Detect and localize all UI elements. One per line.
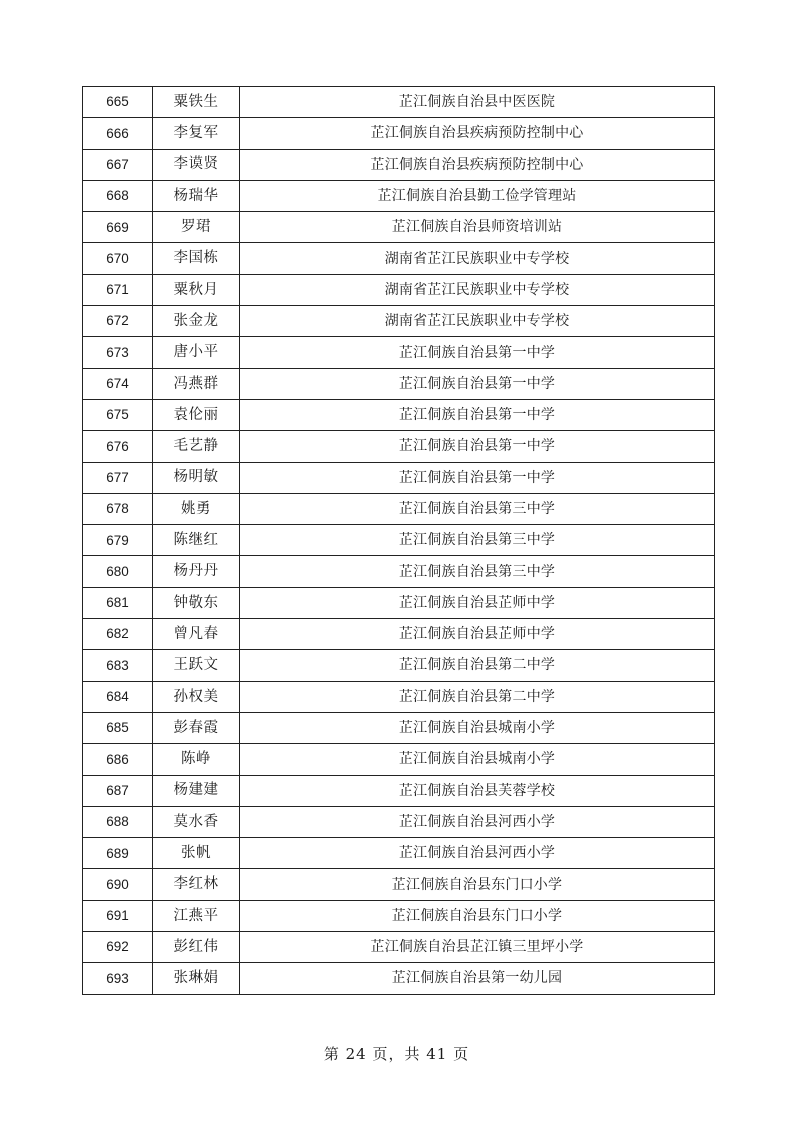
person-name-cell: 罗珺 [153, 212, 240, 243]
work-unit-cell: 芷江侗族自治县中医医院 [240, 87, 715, 118]
person-name-cell: 李复军 [153, 118, 240, 149]
person-name-cell: 杨建建 [153, 775, 240, 806]
table-row [83, 212, 715, 243]
row-number-cell: 689 [83, 838, 153, 869]
work-unit-cell: 芷江侗族自治县芷江镇三里坪小学 [240, 932, 715, 963]
work-unit-cell: 芷江侗族自治县第二中学 [240, 681, 715, 712]
work-unit-cell: 芷江侗族自治县第一中学 [240, 337, 715, 368]
table-row [83, 243, 715, 274]
row-number-cell: 690 [83, 869, 153, 900]
row-number-cell: 688 [83, 806, 153, 837]
row-number-cell: 675 [83, 399, 153, 430]
row-number-cell: 679 [83, 525, 153, 556]
person-name-cell: 莫水香 [153, 806, 240, 837]
table-row [83, 431, 715, 462]
person-name-cell: 唐小平 [153, 337, 240, 368]
page-footer: 第 24 页，共 41 页 [323, 1045, 470, 1063]
row-number-cell: 680 [83, 556, 153, 587]
person-name-cell: 李红林 [153, 869, 240, 900]
work-unit-cell: 芷江侗族自治县第一幼儿园 [240, 963, 715, 994]
table-row [83, 744, 715, 775]
table-row [83, 368, 715, 399]
work-unit-cell: 芷江侗族自治县芷师中学 [240, 619, 715, 650]
table-row [83, 587, 715, 618]
work-unit-cell: 芷江侗族自治县勤工俭学管理站 [240, 180, 715, 211]
work-unit-cell: 芷江侗族自治县疾病预防控制中心 [240, 149, 715, 180]
work-unit-cell: 湖南省芷江民族职业中专学校 [240, 274, 715, 305]
row-number-cell: 672 [83, 306, 153, 337]
person-name-cell: 冯燕群 [153, 368, 240, 399]
roster-body [83, 87, 715, 995]
row-number-cell: 678 [83, 493, 153, 524]
person-name-cell: 彭红伟 [153, 932, 240, 963]
work-unit-cell: 芷江侗族自治县河西小学 [240, 838, 715, 869]
person-name-cell: 张琳娟 [153, 963, 240, 994]
work-unit-cell: 芷江侗族自治县芷师中学 [240, 587, 715, 618]
table-row [83, 493, 715, 524]
work-unit-cell: 芷江侗族自治县城南小学 [240, 712, 715, 743]
row-number-cell: 667 [83, 149, 153, 180]
person-name-cell: 杨丹丹 [153, 556, 240, 587]
person-name-cell: 江燕平 [153, 900, 240, 931]
work-unit-cell: 芷江侗族自治县第三中学 [240, 556, 715, 587]
table-row [83, 838, 715, 869]
row-number-cell: 687 [83, 775, 153, 806]
table-row [83, 180, 715, 211]
work-unit-cell: 芷江侗族自治县第一中学 [240, 368, 715, 399]
table-row [83, 399, 715, 430]
row-number-cell: 665 [83, 87, 153, 118]
row-number-cell: 677 [83, 462, 153, 493]
table-row [83, 681, 715, 712]
person-name-cell: 姚勇 [153, 493, 240, 524]
row-number-cell: 670 [83, 243, 153, 274]
person-name-cell: 李国栋 [153, 243, 240, 274]
work-unit-cell: 湖南省芷江民族职业中专学校 [240, 243, 715, 274]
work-unit-cell: 芷江侗族自治县河西小学 [240, 806, 715, 837]
row-number-cell: 669 [83, 212, 153, 243]
table-row [83, 869, 715, 900]
work-unit-cell: 芷江侗族自治县第二中学 [240, 650, 715, 681]
row-number-cell: 684 [83, 681, 153, 712]
person-name-cell: 毛艺静 [153, 431, 240, 462]
roster-table [82, 86, 715, 995]
work-unit-cell: 芷江侗族自治县第一中学 [240, 431, 715, 462]
row-number-cell: 671 [83, 274, 153, 305]
row-number-cell: 685 [83, 712, 153, 743]
row-number-cell: 666 [83, 118, 153, 149]
person-name-cell: 张帆 [153, 838, 240, 869]
table-row [83, 306, 715, 337]
row-number-cell: 692 [83, 932, 153, 963]
table-row [83, 900, 715, 931]
work-unit-cell: 芷江侗族自治县第一中学 [240, 399, 715, 430]
table-row [83, 775, 715, 806]
table-row [83, 932, 715, 963]
table-row [83, 619, 715, 650]
table-row [83, 274, 715, 305]
person-name-cell: 粟秋月 [153, 274, 240, 305]
table-row [83, 556, 715, 587]
person-name-cell: 钟敬东 [153, 587, 240, 618]
row-number-cell: 673 [83, 337, 153, 368]
work-unit-cell: 芷江侗族自治县疾病预防控制中心 [240, 118, 715, 149]
table-row [83, 462, 715, 493]
table-row [83, 87, 715, 118]
work-unit-cell: 湖南省芷江民族职业中专学校 [240, 306, 715, 337]
table-row [83, 149, 715, 180]
work-unit-cell: 芷江侗族自治县第一中学 [240, 462, 715, 493]
table-row [83, 525, 715, 556]
row-number-cell: 676 [83, 431, 153, 462]
person-name-cell: 张金龙 [153, 306, 240, 337]
table-row [83, 712, 715, 743]
work-unit-cell: 芷江侗族自治县城南小学 [240, 744, 715, 775]
person-name-cell: 李谟贤 [153, 149, 240, 180]
person-name-cell: 陈峥 [153, 744, 240, 775]
table-row [83, 806, 715, 837]
row-number-cell: 691 [83, 900, 153, 931]
person-name-cell: 陈继红 [153, 525, 240, 556]
table-row [83, 650, 715, 681]
row-number-cell: 681 [83, 587, 153, 618]
work-unit-cell: 芷江侗族自治县东门口小学 [240, 869, 715, 900]
work-unit-cell: 芷江侗族自治县第三中学 [240, 493, 715, 524]
table-row [83, 337, 715, 368]
person-name-cell: 粟铁生 [153, 87, 240, 118]
table-row [83, 118, 715, 149]
row-number-cell: 693 [83, 963, 153, 994]
row-number-cell: 686 [83, 744, 153, 775]
person-name-cell: 彭春霞 [153, 712, 240, 743]
row-number-cell: 668 [83, 180, 153, 211]
work-unit-cell: 芷江侗族自治县芙蓉学校 [240, 775, 715, 806]
work-unit-cell: 芷江侗族自治县师资培训站 [240, 212, 715, 243]
work-unit-cell: 芷江侗族自治县东门口小学 [240, 900, 715, 931]
person-name-cell: 曾凡春 [153, 619, 240, 650]
person-name-cell: 孙权美 [153, 681, 240, 712]
person-name-cell: 杨瑞华 [153, 180, 240, 211]
table-row [83, 963, 715, 994]
row-number-cell: 674 [83, 368, 153, 399]
person-name-cell: 杨明敏 [153, 462, 240, 493]
row-number-cell: 683 [83, 650, 153, 681]
person-name-cell: 王跃文 [153, 650, 240, 681]
person-name-cell: 袁伦丽 [153, 399, 240, 430]
work-unit-cell: 芷江侗族自治县第三中学 [240, 525, 715, 556]
row-number-cell: 682 [83, 619, 153, 650]
